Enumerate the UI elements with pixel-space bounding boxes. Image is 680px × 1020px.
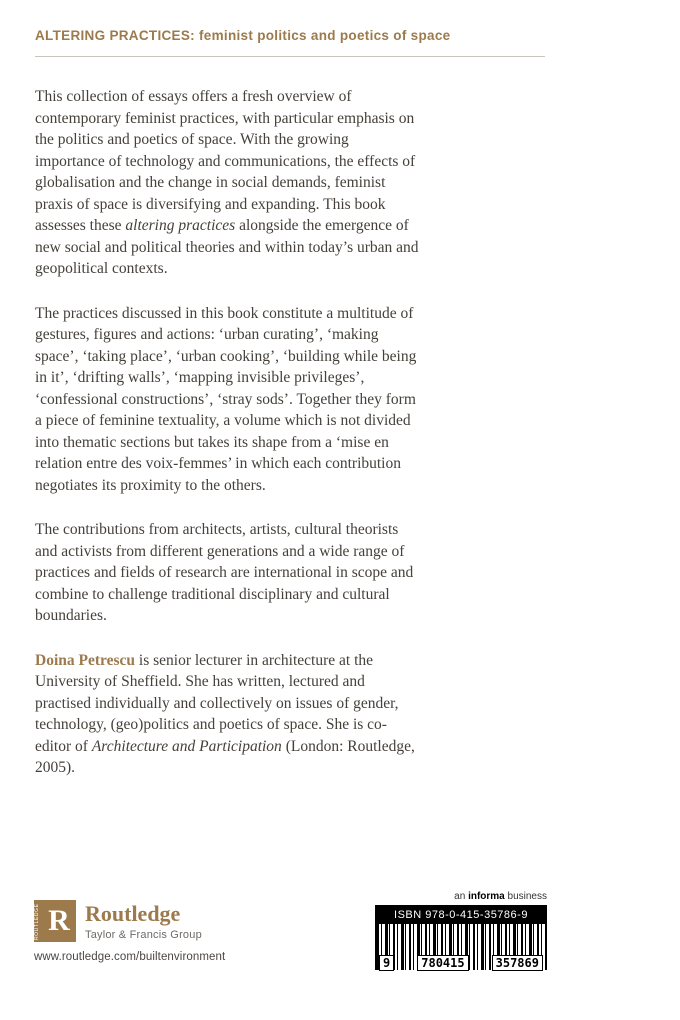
text-segment: The contributions from architects, artists, cultural theorists and activists from different generations and a wide range of practices and fields of research are international in scope and combine to challenge traditional disciplinary and cultural boundaries. <box>35 521 414 624</box>
blurb-paragraph <box>35 303 419 497</box>
title-divider <box>35 56 545 57</box>
routledge-logo-letter: R <box>48 904 70 937</box>
italic-phrase: altering practices <box>125 217 236 234</box>
text-segment: alongside the emergence of new social and political theories and within today’s urban and geopolitical contexts. <box>35 217 419 277</box>
text-segment: (London: Routledge, 2005). <box>35 737 415 776</box>
text-segment: an <box>454 891 469 902</box>
text-segment: This collection of essays offers a fresh overview of contemporary feminist practices, with particular emphasis on the politics and poetics of space. With the growing importance of technology and communications, the effects of globalisation and the change in social demands, feminist praxis of space is diversifying and expanding. This book assesses these <box>35 88 416 234</box>
isbn-digit-group: 357869 <box>492 955 543 971</box>
isbn-digit-group: 780415 <box>417 955 468 971</box>
blurb-paragraph <box>35 519 419 627</box>
isbn-digit-group: 9 <box>379 955 394 971</box>
blurb <box>35 86 419 802</box>
author-bio-paragraph <box>35 650 419 779</box>
isbn-digits <box>375 955 547 971</box>
routledge-logo <box>34 900 76 942</box>
text-segment: business <box>504 891 547 902</box>
barcode-block <box>375 891 547 971</box>
blurb-paragraph <box>35 86 419 280</box>
publisher-block <box>34 900 314 963</box>
book-title-italic: Architecture and Participation <box>91 737 282 755</box>
text-segment: is senior lecturer in architecture at the University of Sheffield. She has written, lectured and practised individually and collectively on issues of gender, technology, (geo)politics and poetics of space. She is co-editor of <box>35 651 399 755</box>
informa-line <box>375 891 547 902</box>
informa-brand: informa <box>468 891 505 902</box>
publisher-url: www.routledge.com/builtenvironment <box>34 951 226 963</box>
text-segment: The practices discussed in this book constitute a multitude of gestures, figures and actions: ‘urban curating’, ‘making space’, ‘taking place’, ‘urban cooking’, ‘building while being in it’, ‘drifting walls’, ‘mapping invisible privileges’, ‘confessional constructions’, ‘stray sods’. Together they form a piece of feminine textuality, a volume which is not divided into thematic sections but takes its shape from a ‘mise en relation entre des voix-femmes’ in which each contribution negotiates its proximity to the others. <box>35 304 417 494</box>
routledge-logo-vertical-text: ROUTLEDGE <box>34 903 40 940</box>
isbn-label: ISBN 978-0-415-35786-9 <box>375 905 547 924</box>
author-name: Doina Petrescu <box>35 651 136 669</box>
publisher-group: Taylor & Francis Group <box>85 929 202 941</box>
publisher-name: Routledge <box>85 901 181 926</box>
cover-title: ALTERING PRACTICES: feminist politics and poetics of space <box>35 28 451 43</box>
